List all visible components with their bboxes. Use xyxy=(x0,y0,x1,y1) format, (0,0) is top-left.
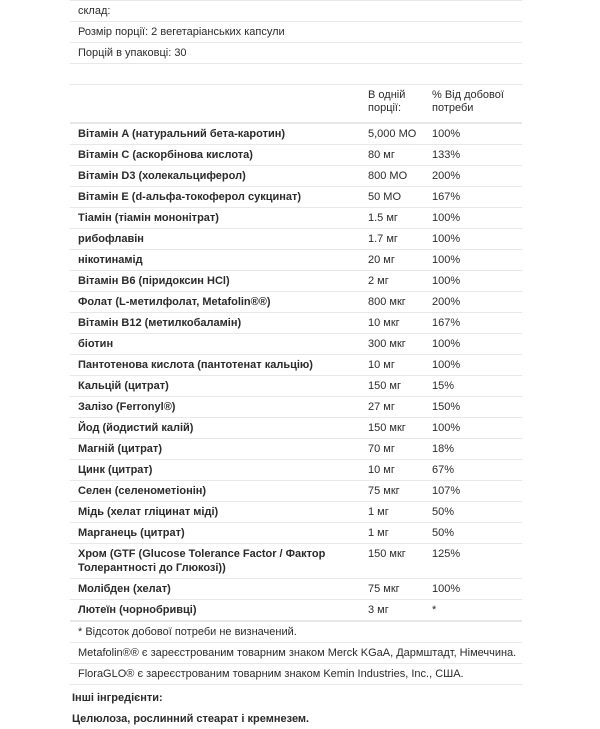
nutrient-amount: 1 мг xyxy=(368,527,389,539)
footnote-text: FloraGLO® є зареєстрованим товарним знаком Kemin Industries, Inc., США. xyxy=(78,668,464,680)
nutrient-daily-value: 100% xyxy=(432,254,461,266)
nutrient-daily-value: 15% xyxy=(432,380,455,392)
table-row xyxy=(70,439,522,460)
nutrient-name: Магній (цитрат) xyxy=(78,443,162,455)
table-row xyxy=(70,397,522,418)
nutrient-amount: 150 мкг xyxy=(368,548,406,560)
intro-text: склад: xyxy=(78,5,111,17)
nutrient-daily-value: 18% xyxy=(432,443,455,455)
nutrient-name: Залізо (Ferronyl®) xyxy=(78,401,176,413)
table-row xyxy=(70,271,522,292)
nutrient-name: Фолат (L-метилфолат, Metafolin®®) xyxy=(78,296,271,308)
other-ingredients-text: Целюлоза, рослинний стеарат і кремнезем. xyxy=(72,713,310,725)
table-row xyxy=(70,579,522,600)
nutrient-name: Йод (йодистий калій) xyxy=(78,422,194,434)
table-row xyxy=(70,502,522,523)
nutrient-daily-value: 150% xyxy=(432,401,461,413)
footnote-row xyxy=(70,621,522,643)
nutrient-amount: 75 мкг xyxy=(368,485,400,497)
other-ingredients-heading: Інші інгредієнти: xyxy=(72,692,163,704)
nutrient-amount: 80 мг xyxy=(368,149,395,161)
table-row xyxy=(70,523,522,544)
nutrient-amount: 20 мг xyxy=(368,254,395,266)
nutrient-amount: 150 мкг xyxy=(368,422,406,434)
nutrient-daily-value: 133% xyxy=(432,149,461,161)
intro-row-serving-size xyxy=(70,22,522,43)
nutrient-name: Селен (селенометіонін) xyxy=(78,485,207,497)
nutrient-name: Лютеїн (чорнобривці) xyxy=(78,604,197,616)
nutrient-amount: 70 мг xyxy=(368,443,395,455)
table-row xyxy=(70,166,522,187)
nutrient-name: нікотинамід xyxy=(78,254,143,266)
nutrient-name: Хром (GTF (Glucose Tolerance Factor / Фактор Толерантності до Глюкозі)) xyxy=(78,548,326,574)
nutrient-amount: 3 мг xyxy=(368,604,389,616)
footnotes-section xyxy=(70,621,522,685)
footnote-text: Metafolin®® є зареєстрованим товарним знаком Merck KGaA, Дармштадт, Німеччина. xyxy=(78,647,517,659)
nutrient-daily-value: 100% xyxy=(432,359,461,371)
table-header-row xyxy=(70,85,522,123)
nutrient-daily-value: 100% xyxy=(432,233,461,245)
table-row xyxy=(70,187,522,208)
nutrient-daily-value: 50% xyxy=(432,506,455,518)
footnote-row xyxy=(70,643,522,664)
intro-row-servings-per-container xyxy=(70,43,522,64)
nutrient-daily-value: 200% xyxy=(432,170,461,182)
nutrient-amount: 10 мкг xyxy=(368,317,400,329)
column-header-amount: В одній порції: xyxy=(368,89,406,114)
supplement-facts-panel xyxy=(70,0,522,729)
nutrient-amount: 75 мкг xyxy=(368,583,400,595)
footnote-text: * Відсоток добової потреби не визначений. xyxy=(78,626,297,638)
nutrient-name: рибофлавін xyxy=(78,233,144,245)
nutrient-daily-value: 167% xyxy=(432,191,461,203)
nutrient-name: Цинк (цитрат) xyxy=(78,464,153,476)
intro-row-composition xyxy=(70,0,522,22)
nutrient-name: Вітамін E (d-альфа-токоферол сукцинат) xyxy=(78,191,302,203)
nutrient-daily-value: 100% xyxy=(432,338,461,350)
column-header-daily-value: % Від добової потреби xyxy=(432,89,504,114)
other-ingredients-heading-row xyxy=(70,685,522,708)
nutrient-name: Вітамін D3 (холекальциферол) xyxy=(78,170,246,182)
nutrient-daily-value: 100% xyxy=(432,275,461,287)
other-ingredients-text-row xyxy=(70,708,522,729)
nutrient-name: Мідь (хелат гліцинат міді) xyxy=(78,506,219,518)
nutrient-amount: 800 МО xyxy=(368,170,408,182)
table-row xyxy=(70,250,522,271)
nutrient-name: Вітамін B6 (піридоксин HCl) xyxy=(78,275,230,287)
intro-text: Розмір порції: 2 вегетаріанських капсули xyxy=(78,26,285,38)
table-row xyxy=(70,313,522,334)
nutrient-amount: 300 мкг xyxy=(368,338,406,350)
table-row xyxy=(70,229,522,250)
nutrient-amount: 5,000 МО xyxy=(368,128,417,140)
table-row xyxy=(70,544,522,579)
nutrient-amount: 1 мг xyxy=(368,506,389,518)
nutrient-daily-value: 125% xyxy=(432,548,461,560)
nutrient-amount: 2 мг xyxy=(368,275,389,287)
nutrient-daily-value: 200% xyxy=(432,296,461,308)
table-row xyxy=(70,145,522,166)
intro-text: Порцій в упаковці: 30 xyxy=(78,47,187,59)
nutrient-daily-value: 100% xyxy=(432,212,461,224)
table-row xyxy=(70,418,522,439)
nutrient-amount: 800 мкг xyxy=(368,296,406,308)
nutrient-daily-value: 167% xyxy=(432,317,461,329)
table-row xyxy=(70,481,522,502)
nutrient-amount: 10 мг xyxy=(368,464,395,476)
table-row xyxy=(70,376,522,397)
nutrient-daily-value: 100% xyxy=(432,422,461,434)
nutrient-daily-value: 50% xyxy=(432,527,455,539)
nutrient-table-body xyxy=(70,123,522,621)
table-row xyxy=(70,292,522,313)
nutrient-name: Молібден (хелат) xyxy=(78,583,171,595)
table-row xyxy=(70,355,522,376)
nutrient-daily-value: 100% xyxy=(432,128,461,140)
table-row xyxy=(70,208,522,229)
nutrient-name: Вітамін C (аскорбінова кислота) xyxy=(78,149,253,161)
nutrient-daily-value: * xyxy=(432,604,437,616)
nutrient-name: біотин xyxy=(78,338,114,350)
nutrient-amount: 1.7 мг xyxy=(368,233,398,245)
table-row xyxy=(70,460,522,481)
nutrient-amount: 27 мг xyxy=(368,401,395,413)
nutrient-amount: 10 мг xyxy=(368,359,395,371)
nutrient-amount: 1.5 мг xyxy=(368,212,398,224)
table-row xyxy=(70,334,522,355)
table-spacer xyxy=(70,64,522,85)
nutrient-daily-value: 107% xyxy=(432,485,461,497)
nutrient-name: Кальцій (цитрат) xyxy=(78,380,169,392)
nutrient-name: Вітамін A (натуральний бета-каротин) xyxy=(78,128,286,140)
nutrient-name: Марганець (цитрат) xyxy=(78,527,185,539)
nutrient-daily-value: 67% xyxy=(432,464,455,476)
table-row xyxy=(70,600,522,621)
table-row xyxy=(70,123,522,145)
nutrient-name: Пантотенова кислота (пантотенат кальцію) xyxy=(78,359,313,371)
nutrient-amount: 150 мг xyxy=(368,380,401,392)
footnote-row xyxy=(70,664,522,685)
nutrient-amount: 50 МО xyxy=(368,191,402,203)
nutrient-name: Вітамін B12 (метилкобаламін) xyxy=(78,317,242,329)
nutrient-name: Тіамін (тіамін мононітрат) xyxy=(78,212,219,224)
nutrient-daily-value: 100% xyxy=(432,583,461,595)
